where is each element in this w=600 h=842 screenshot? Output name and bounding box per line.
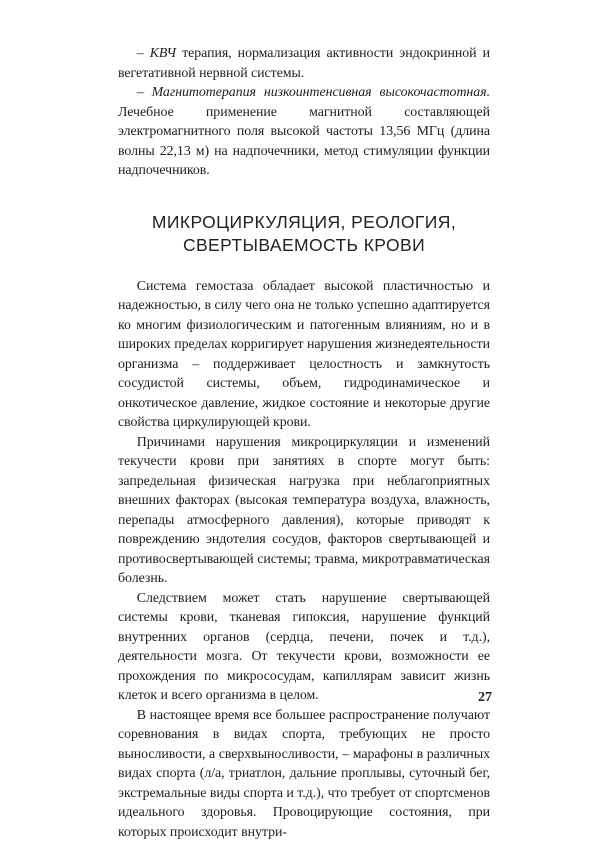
heading-line-2: СВЕРТЫВАЕМОСТЬ КРОВИ: [118, 234, 490, 257]
page-number: 27: [472, 690, 492, 706]
term-magnetotherapy: Магнитотерапия низкоинтенсивная высокочастотная.: [152, 85, 490, 100]
page-content: [118, 44, 490, 842]
body-paragraph: В настоящее время все большее распространение получают соревнования в видах спорта, требующих не просто выносливости, а сверхвыносливости, – марафоны в различных видах спорта (л/а, триатлон, дальние проплывы, суточный бег, экстремальные виды спорта и т.д.), что требует от спортсменов идеального здоровья. Провоцирующие состояния, при которых происходит внутри-: [118, 706, 490, 842]
intro-paragraph-kvch: – КВЧ терапия, нормализация активности эндокринной и вегетативной нервной системы.: [118, 44, 490, 83]
body-paragraph: Система гемостаза обладает высокой пластичностью и надежностью, в силу чего она не только успешно адаптируется ко многим физиологическим и патогенным влияниям, но и в широких пределах корригирует нарушения жизнедеятельности организма – поддерживает целостность и замкнутость сосудистой системы, объем, гидродинамическое и онкотическое давление, жидкое состояние и некоторые другие свойства циркулирующей крови.: [118, 277, 490, 433]
intro-paragraph-magnetotherapy: – Магнитотерапия низкоинтенсивная высокочастотная. Лечебное применение магнитной составляющей электромагнитного поля высокой частоты 13,56 МГц (длина волны 22,13 м) на надпочечники, метод стимуляции функции надпочечников.: [118, 83, 490, 181]
heading-line-1: МИКРОЦИРКУЛЯЦИЯ, РЕОЛОГИЯ,: [118, 211, 490, 234]
body-paragraph: Следствием может стать нарушение свертывающей системы крови, тканевая гипоксия, нарушение функций внутренних органов (сердца, печени, почек и т.д.), деятельности мозга. От текучести крови, возможности ее прохождения по микрососудам, капиллярам зависит жизнь клеток и всего организма в целом.: [118, 589, 490, 706]
term-kvch: КВЧ: [150, 46, 176, 61]
body-paragraph: Причинами нарушения микроциркуляции и изменений текучести крови при занятиях в спорте могут быть: запредельная физическая нагрузка при неблагоприятных внешних факторах (высокая температура воздуха, влажность, перепады атмосферного давления), которые приводят к повреждению эндотелия сосудов, факторов свертывающей и противосвертывающей системы; травма, микротравматическая болезнь.: [118, 433, 490, 589]
text-magnetotherapy: Лечебное применение магнитной составляющей электромагнитного поля высокой частоты 13,56 МГц (длина волны 22,13 м) на надпочечники, метод стимуляции функции надпочечников.: [118, 105, 490, 179]
text-kvch: терапия, нормализация активности эндокринной и вегетативной нервной системы.: [118, 46, 490, 81]
section-heading: [118, 211, 490, 257]
